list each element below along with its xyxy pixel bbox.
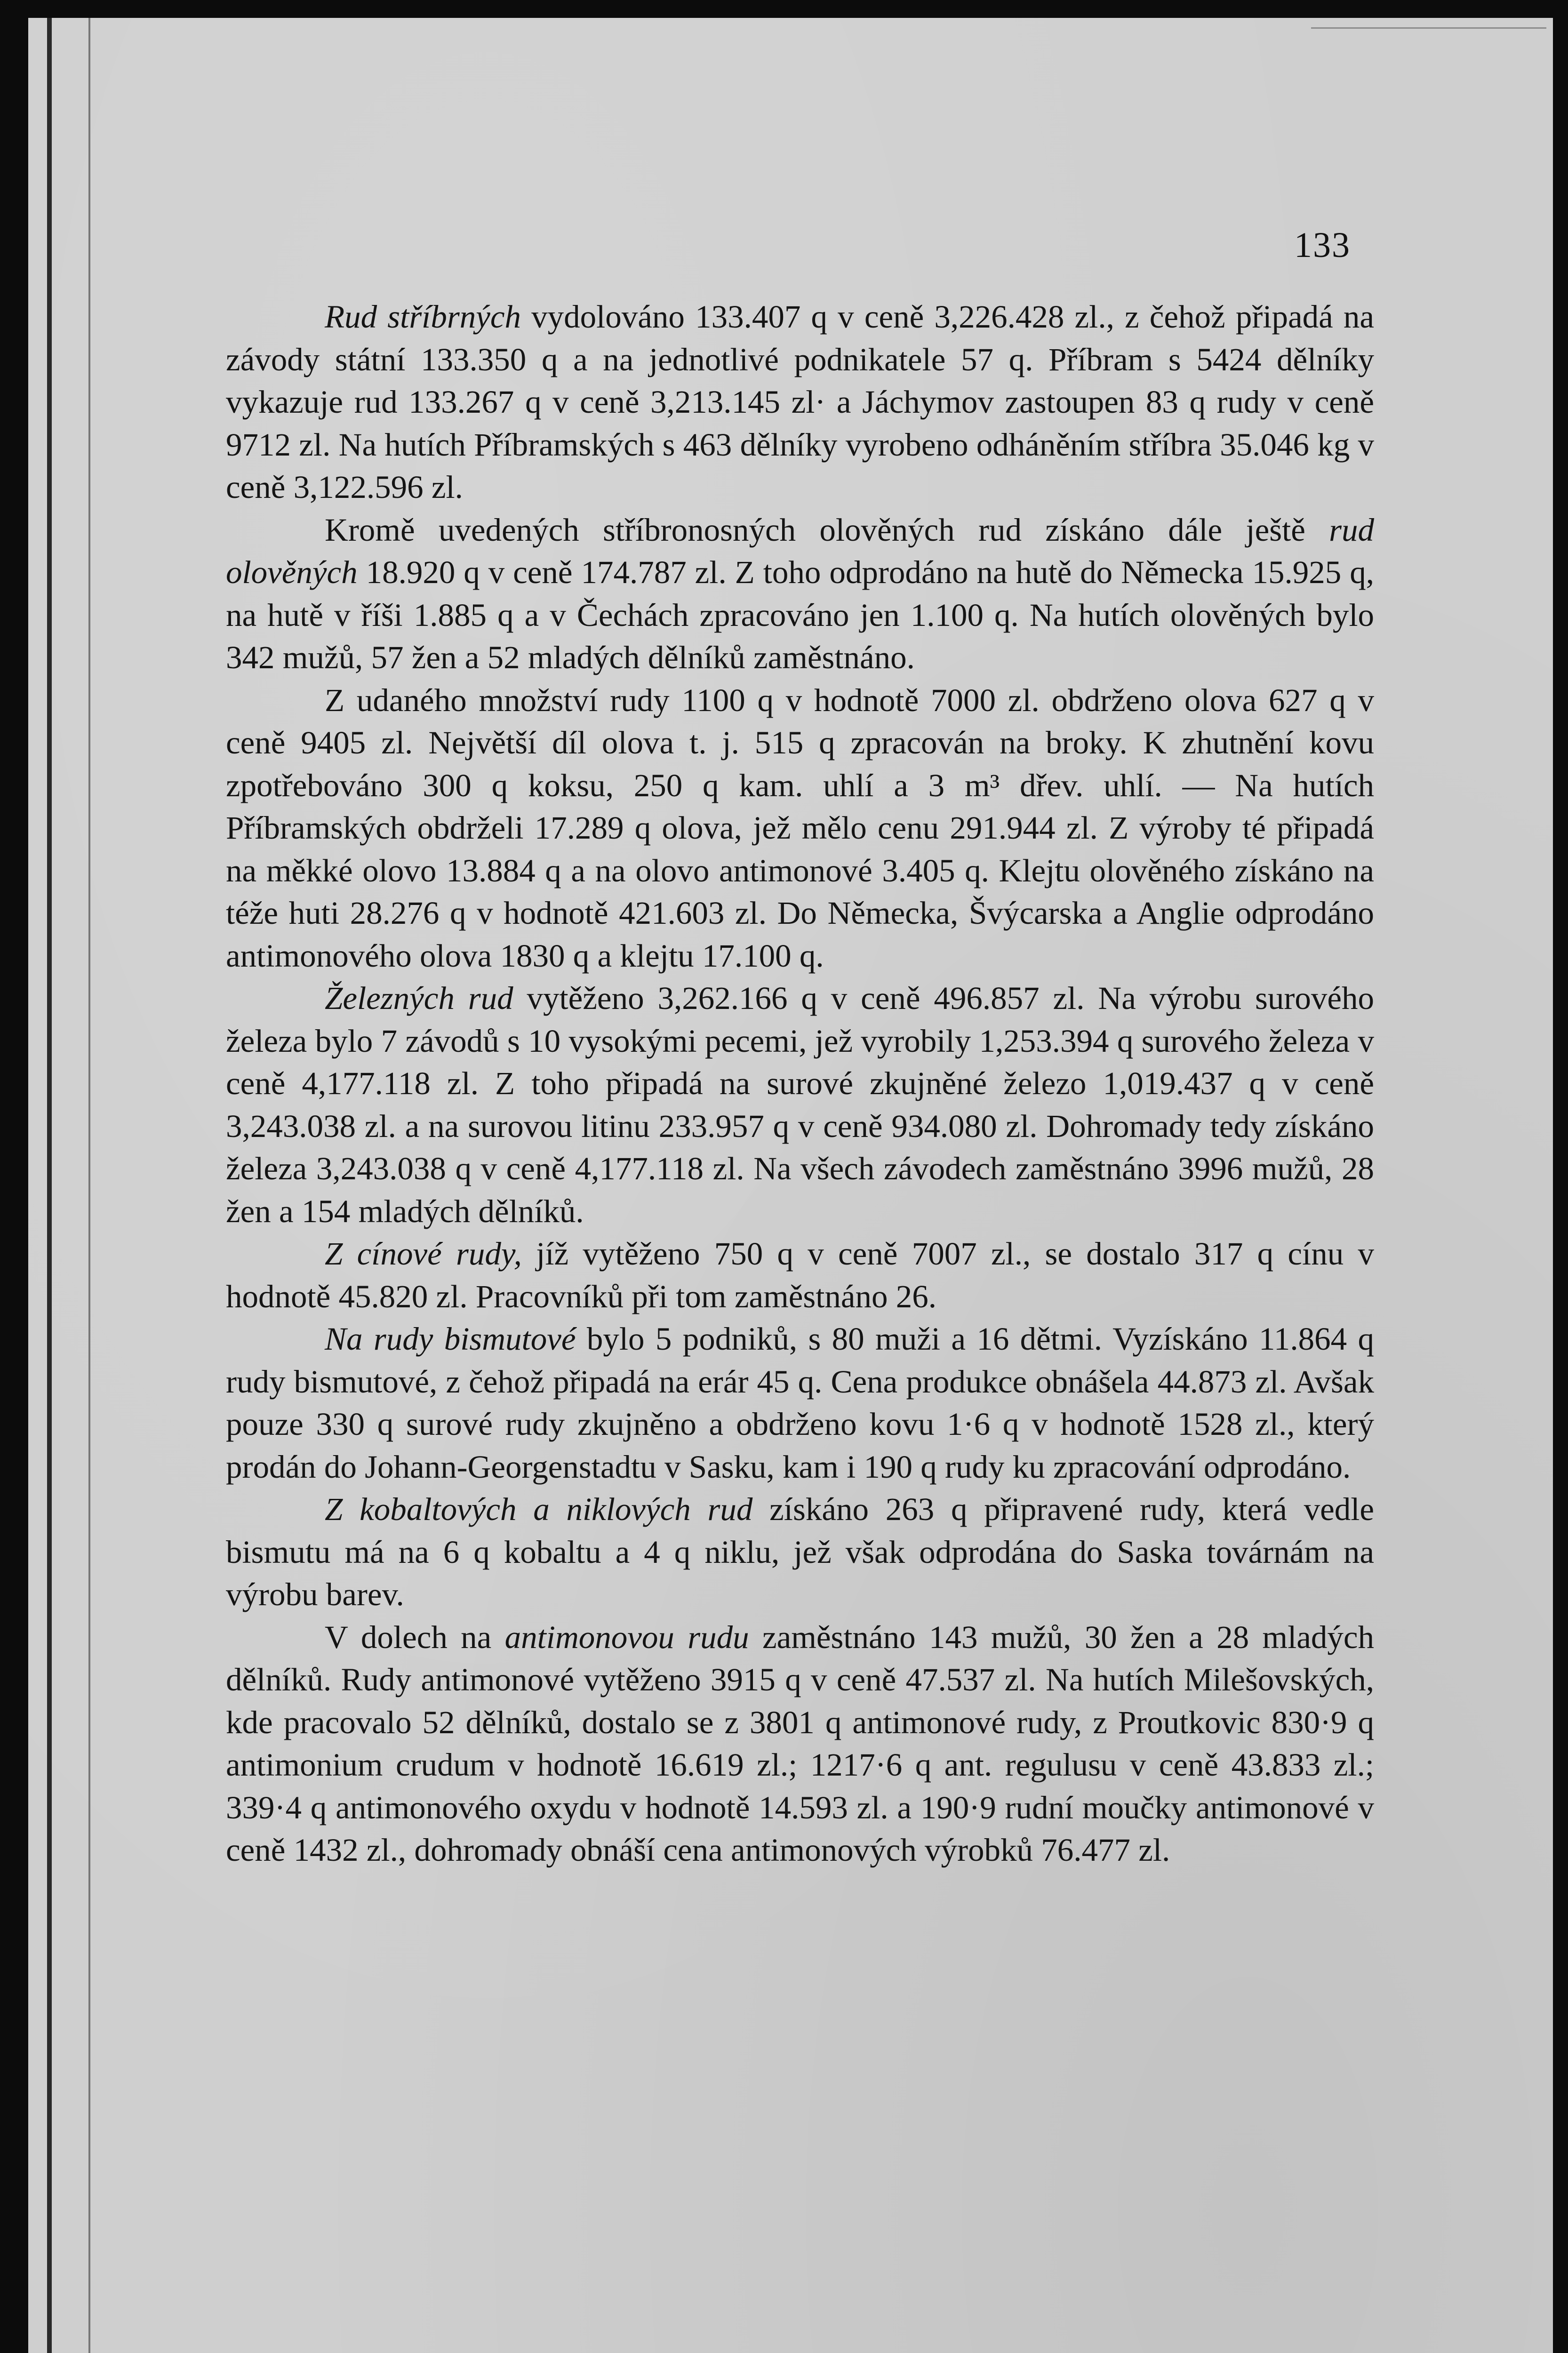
paragraph-bismuth-ores xyxy=(226,1318,1374,1488)
paragraph-lead: antimonovou rudu xyxy=(504,1619,749,1655)
paragraph-lead: Na rudy bismutové xyxy=(325,1321,576,1357)
corner-mark xyxy=(1311,27,1546,118)
paragraph-text: 18.920 q v ceně 174.787 zl. Z toho odprodáno na hutě do Německa 15.925 q, na hutě v říši 1.885 q a v Čechách zpracováno jen 1.100 q. Na hutích olověných bylo 342 mužů, 57 žen a 52 mladých dělníků zaměstnáno. xyxy=(226,554,1374,675)
paragraph-lead: Železných rud xyxy=(325,980,513,1016)
binding-edge xyxy=(47,18,52,2353)
paragraph-lead-production xyxy=(226,679,1374,977)
paragraph-lead: Z kobaltových a niklových rud xyxy=(325,1491,753,1527)
paragraph-text: bylo 5 podniků, s 80 muži a 16 dětmi. Vyzískáno 11.864 q rudy bismutové, z čehož připadá na erár 45 q. Cena produkce obnášela 44.873 zl. Avšak pouze 330 q surové rudy zkujněno a obdrženo kovu 1·6 q v hodnotě 1528 zl., který prodán do Johann-Georgenstadtu v Sasku, kam i 190 q rudy ku zpracování odprodáno. xyxy=(226,1321,1374,1485)
paragraph-pre: V dolech na xyxy=(325,1619,505,1655)
book-page xyxy=(28,18,1553,2353)
paragraph-text: Z udaného množství rudy 1100 q v hodnotě 7000 zl. obdrženo olova 627 q v ceně 9405 zl. Největší díl olova t. j. 515 q zpracován na broky. K zhutnění kovu zpotřebováno 300 q koksu, 250 q kam. uhlí a 3 m³ dřev. uhlí. — Na hutích Příbramských obdrželi 17.289 q olova, jež mělo cenu 291.944 zl. Z výroby té připadá na měkké olovo 13.884 q a na olovo antimonové 3.405 q. Klejtu olověného získáno na téže huti 28.276 q v hodnotě 421.603 zl. Do Německa, Švýcarska a Anglie odprodáno antimonového olova 1830 q a klejtu 17.100 q. xyxy=(226,682,1374,974)
paragraph-text: vydolováno 133.407 q v ceně 3,226.428 zl., z čehož připadá na závody státní 133.350 q a na jednotlivé podnikatele 57 q. Příbram s 5424 dělníky vykazuje rud 133.267 q v ceně 3,213.145 zl· a Jáchymov zastoupen 83 q rudy v ceně 9712 zl. Na hutích Příbramských s 463 dělníky vyrobeno odháněním stříbra 35.046 kg v ceně 3,122.596 zl. xyxy=(226,299,1375,505)
paragraph-pre: Kromě uvedených stříbronosných olověných rud získáno dále ještě xyxy=(325,512,1329,548)
paragraph-cobalt-nickel-ores xyxy=(226,1488,1374,1616)
paragraph-antimony-ore xyxy=(226,1616,1374,1872)
paragraph-text: vytěženo 3,262.166 q v ceně 496.857 zl. Na výrobu surového železa bylo 7 závodů s 10 vysokými pecemi, jež vyrobily 1,253.394 q surového železa v ceně 4,177.118 zl. Z toho připadá na surové zkujněné železo 1,019.437 q v ceně 3,243.038 zl. a na surovou litinu 233.957 q v ceně 934.080 zl. Dohromady tedy získáno železa 3,243.038 q v ceně 4,177.118 zl. Na všech závodech zaměstnáno 3996 mužů, 28 žen a 154 mladých dělníků. xyxy=(226,980,1374,1229)
body-text xyxy=(226,296,1374,1872)
paragraph-text: zaměstnáno 143 mužů, 30 žen a 28 mladých dělníků. Rudy antimonové vytěženo 3915 q v ceně 47.537 zl. Na hutích Milešovských, kde pracovalo 52 dělníků, dostalo se z 3801 q antimonové rudy, z Proutkovic 830·9 q antimonium crudum v hodnotě 16.619 zl.; 1217·6 q ant. regulusu v ceně 43.833 zl.; 339·4 q antimonového oxydu v hodnotě 14.593 zl. a 190·9 rudní moučky antimonové v ceně 1432 zl., dohromady obnáší cena antimonových výrobků 76.477 zl. xyxy=(226,1619,1374,1868)
paragraph-tin-ore xyxy=(226,1233,1374,1318)
paragraph-text: získáno 263 q připravené rudy, která vedle bismutu má na 6 q kobaltu a 4 q niklu, jež však odprodána do Saska továrnám na výrobu barev. xyxy=(226,1491,1375,1612)
paragraph-lead: Z cínové rudy, xyxy=(325,1236,522,1272)
paragraph-lead-ores xyxy=(226,509,1374,679)
paragraph-silver-ores xyxy=(226,296,1374,509)
paragraph-text: jíž vytěženo 750 q v ceně 7007 zl., se dostalo 317 q cínu v hodnotě 45.820 zl. Pracovníků při tom zaměstnáno 26. xyxy=(226,1236,1374,1314)
page-number: 133 xyxy=(1294,225,1351,265)
paragraph-lead: rud olověných xyxy=(226,512,1374,590)
margin-rule xyxy=(88,18,90,2353)
paragraph-lead: Rud stříbrných xyxy=(325,299,521,335)
paragraph-iron-ores xyxy=(226,977,1374,1233)
